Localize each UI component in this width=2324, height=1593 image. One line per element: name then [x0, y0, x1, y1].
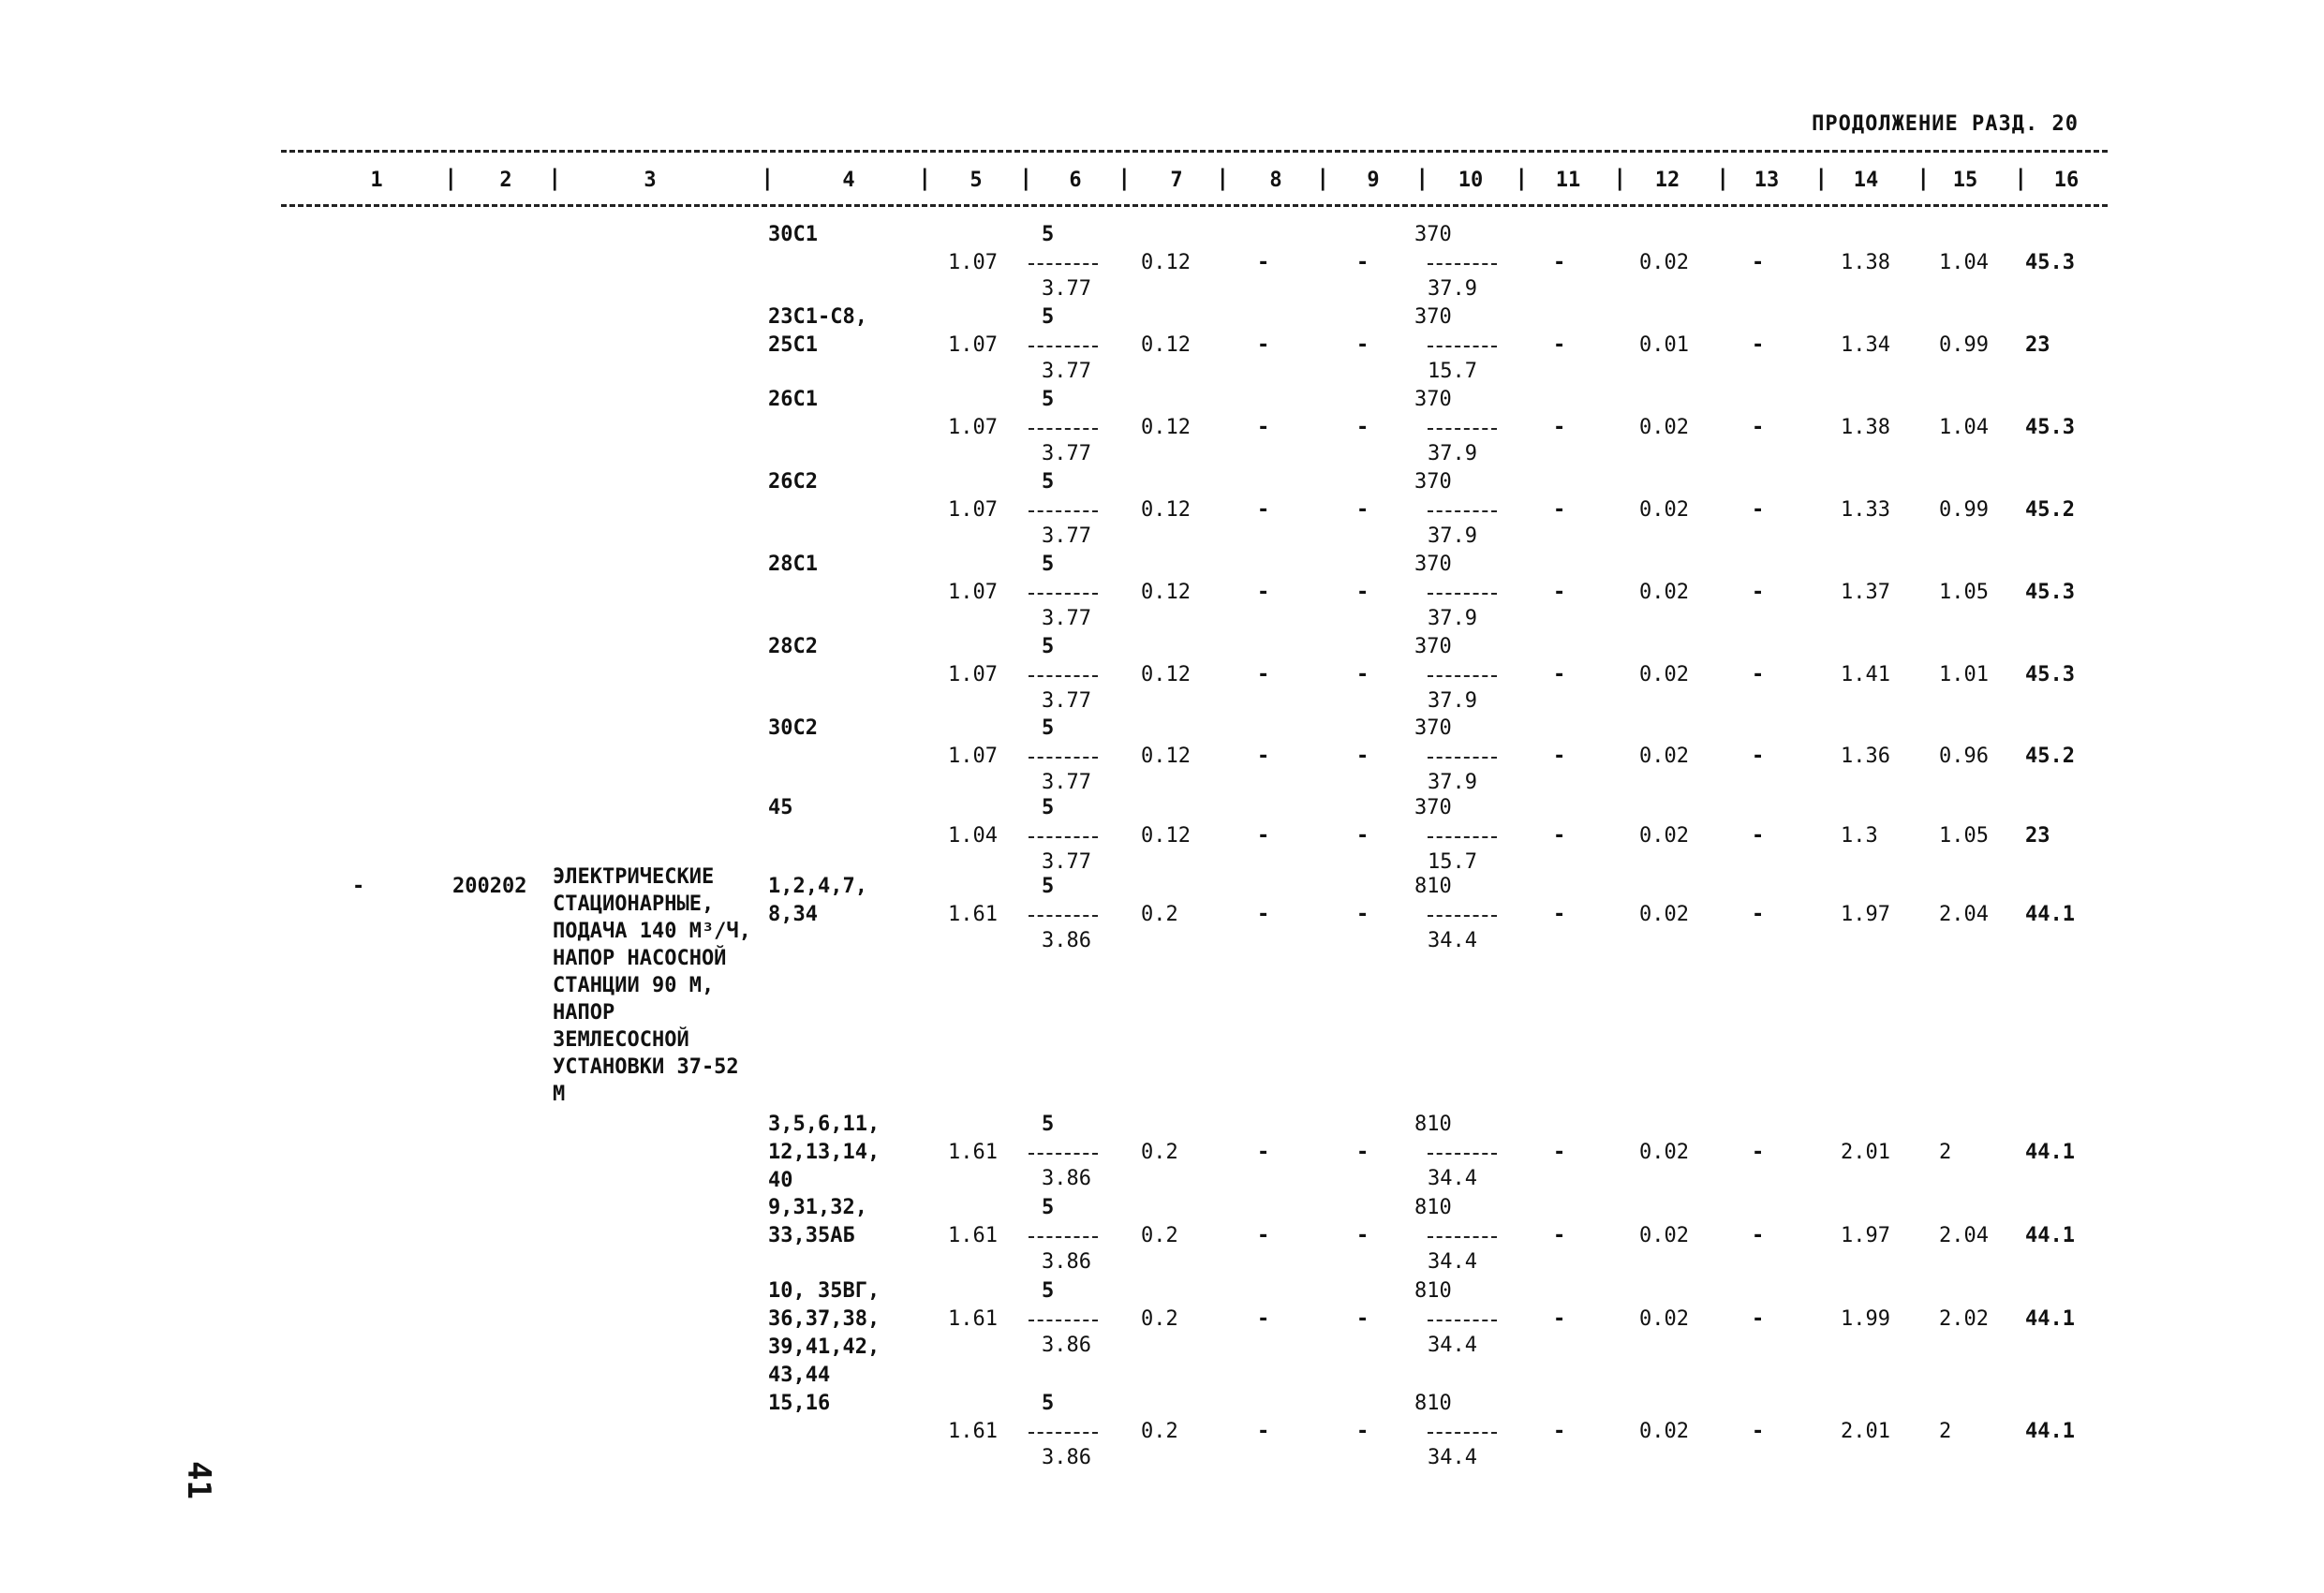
column-header-4: 4 — [842, 169, 855, 192]
row-code-line: 25С1 — [768, 333, 818, 357]
cell-col6-denominator: 3.77 — [1042, 771, 1091, 794]
cell-col6-denominator: 3.77 — [1042, 360, 1091, 383]
cell-col10-denominator: 37.9 — [1428, 442, 1477, 465]
cell-col12: 0.02 — [1639, 745, 1689, 768]
header-bottom-rule — [281, 204, 2108, 207]
column-header-1: 1 — [370, 169, 383, 192]
column-header-6: 6 — [1069, 169, 1082, 192]
cell-col15: 0.99 — [1939, 498, 1989, 522]
cell-col6-numerator: 5 — [1042, 553, 1055, 576]
cell-col12: 0.02 — [1639, 251, 1689, 274]
cell-col11: - — [1553, 824, 1566, 848]
cell-col6-denominator: 3.86 — [1042, 1334, 1091, 1357]
fraction-bar — [1029, 1432, 1098, 1434]
row-code-line: 39,41,42, — [768, 1335, 881, 1359]
column-header-10: 10 — [1458, 169, 1484, 192]
column-header-3: 3 — [644, 169, 657, 192]
cell-col16: 44.1 — [2025, 1224, 2075, 1247]
cell-col11: - — [1553, 745, 1566, 768]
cell-col13: - — [1752, 416, 1765, 439]
cell-col9: - — [1356, 251, 1369, 274]
cell-col9: - — [1356, 1420, 1369, 1443]
cell-col6-denominator: 3.77 — [1042, 442, 1091, 465]
cell-col14: 2.01 — [1841, 1141, 1890, 1164]
cell-col12: 0.02 — [1639, 1141, 1689, 1164]
cell-col16: 45.2 — [2025, 745, 2075, 768]
cell-col5: 1.04 — [948, 824, 998, 848]
row-code-line: 33,35АБ — [768, 1224, 855, 1247]
cell-col15: 1.05 — [1939, 824, 1989, 848]
cell-col13: - — [1752, 333, 1765, 357]
cell-col6-denominator: 3.77 — [1042, 524, 1091, 548]
group-description: ЭЛЕКТРИЧЕСКИЕ СТАЦИОНАРНЫЕ, ПОДАЧА 140 М³/Ч, НАПОР НАСОСНОЙ СТАНЦИИ 90 М, НАПОР ЗЕМЛЕСОСНОЙ УСТАНОВКИ 37-52 М — [553, 865, 751, 1106]
cell-col7: 0.2 — [1141, 1307, 1178, 1331]
fraction-bar — [1428, 757, 1497, 759]
cell-col15: 2 — [1939, 1141, 1952, 1164]
column-separator: | — [1716, 165, 1730, 191]
cell-col16: 44.1 — [2025, 1141, 2075, 1164]
cell-col10-numerator: 370 — [1414, 223, 1452, 246]
row-code-line: 28С1 — [768, 553, 818, 576]
cell-col6-denominator: 3.77 — [1042, 850, 1091, 874]
column-separator: | — [444, 165, 458, 191]
cell-col14: 1.3 — [1841, 824, 1878, 848]
row-code-line: 43,44 — [768, 1364, 831, 1387]
cell-col5: 1.61 — [948, 1420, 998, 1443]
page-number: 41 — [180, 1461, 217, 1499]
cell-col13: - — [1752, 1141, 1765, 1164]
cell-col11: - — [1553, 581, 1566, 604]
fraction-bar — [1029, 428, 1098, 430]
cell-col13: - — [1752, 745, 1765, 768]
fraction-bar — [1029, 915, 1098, 917]
cell-col6-numerator: 5 — [1042, 388, 1055, 411]
fraction-bar — [1428, 1432, 1497, 1434]
cell-col15: 0.99 — [1939, 333, 1989, 357]
cell-col10-numerator: 370 — [1414, 553, 1452, 576]
cell-col6-denominator: 3.86 — [1042, 929, 1091, 952]
column-header-8: 8 — [1269, 169, 1282, 192]
cell-col14: 1.97 — [1841, 1224, 1890, 1247]
column-separator: | — [1216, 165, 1230, 191]
cell-col6-numerator: 5 — [1042, 635, 1055, 658]
cell-col15: 0.96 — [1939, 745, 1989, 768]
cell-col11: - — [1553, 663, 1566, 686]
cell-col5: 1.61 — [948, 903, 998, 926]
cell-col7: 0.2 — [1141, 903, 1178, 926]
fraction-bar — [1428, 675, 1497, 677]
column-header-5: 5 — [970, 169, 983, 192]
cell-col5: 1.61 — [948, 1307, 998, 1331]
cell-col7: 0.2 — [1141, 1420, 1178, 1443]
cell-col12: 0.02 — [1639, 663, 1689, 686]
cell-col6-numerator: 5 — [1042, 470, 1055, 494]
cell-col10-denominator: 15.7 — [1428, 360, 1477, 383]
row-code-line: 30С2 — [768, 716, 818, 740]
cell-col8: - — [1257, 824, 1270, 848]
cell-col16: 23 — [2025, 333, 2050, 357]
cell-col8: - — [1257, 745, 1270, 768]
column-separator: | — [2014, 165, 2028, 191]
cell-col7: 0.2 — [1141, 1224, 1178, 1247]
cell-col12: 0.02 — [1639, 903, 1689, 926]
cell-col10-numerator: 370 — [1414, 305, 1452, 329]
cell-col5: 1.61 — [948, 1224, 998, 1247]
cell-col10-denominator: 34.4 — [1428, 1334, 1477, 1357]
column-header-2: 2 — [499, 169, 512, 192]
fraction-bar — [1029, 593, 1098, 595]
cell-col12: 0.02 — [1639, 498, 1689, 522]
fraction-bar — [1428, 1320, 1497, 1321]
column-header-15: 15 — [1952, 169, 1978, 192]
cell-col10-numerator: 810 — [1414, 1196, 1452, 1219]
cell-col6-numerator: 5 — [1042, 716, 1055, 740]
cell-col14: 1.37 — [1841, 581, 1890, 604]
cell-col12: 0.02 — [1639, 581, 1689, 604]
cell-col10-numerator: 370 — [1414, 716, 1452, 740]
cell-col10-numerator: 370 — [1414, 470, 1452, 494]
row-code-line: 3,5,6,11, — [768, 1113, 881, 1136]
cell-col11: - — [1553, 251, 1566, 274]
cell-col5: 1.07 — [948, 416, 998, 439]
cell-col10-denominator: 34.4 — [1428, 1167, 1477, 1190]
fraction-bar — [1428, 346, 1497, 347]
cell-col15: 1.01 — [1939, 663, 1989, 686]
cell-col15: 1.05 — [1939, 581, 1989, 604]
cell-col13: - — [1752, 498, 1765, 522]
cell-col5: 1.07 — [948, 333, 998, 357]
cell-col10-numerator: 370 — [1414, 388, 1452, 411]
cell-col13: - — [1752, 581, 1765, 604]
cell-col6-numerator: 5 — [1042, 223, 1055, 246]
cell-col11: - — [1553, 498, 1566, 522]
header-top-rule — [281, 150, 2108, 153]
fraction-bar — [1029, 263, 1098, 265]
cell-col15: 2.02 — [1939, 1307, 1989, 1331]
column-header-11: 11 — [1555, 169, 1581, 192]
fraction-bar — [1029, 675, 1098, 677]
cell-col10-denominator: 15.7 — [1428, 850, 1477, 874]
cell-col7: 0.12 — [1141, 824, 1191, 848]
row-code-line: 45 — [768, 796, 793, 819]
cell-col8: - — [1257, 498, 1270, 522]
cell-col11: - — [1553, 1307, 1566, 1331]
continuation-label: ПРОДОЛЖЕНИЕ РАЗД. 20 — [1812, 112, 2079, 136]
cell-col12: 0.02 — [1639, 416, 1689, 439]
cell-col9: - — [1356, 1307, 1369, 1331]
column-header-12: 12 — [1654, 169, 1680, 192]
fraction-bar — [1029, 1153, 1098, 1155]
cell-col7: 0.12 — [1141, 745, 1191, 768]
cell-col13: - — [1752, 1224, 1765, 1247]
cell-col14: 1.38 — [1841, 416, 1890, 439]
column-separator: | — [1118, 165, 1132, 191]
row-code-line: 10, 35ВГ, — [768, 1279, 881, 1303]
cell-col16: 23 — [2025, 824, 2050, 848]
row-code-line: 36,37,38, — [768, 1307, 881, 1331]
cell-col6-denominator: 3.77 — [1042, 689, 1091, 713]
cell-col8: - — [1257, 903, 1270, 926]
cell-col12: 0.02 — [1639, 1224, 1689, 1247]
cell-col14: 2.01 — [1841, 1420, 1890, 1443]
cell-col7: 0.12 — [1141, 498, 1191, 522]
cell-col14: 1.33 — [1841, 498, 1890, 522]
row-code-line: 1,2,4,7, — [768, 875, 867, 898]
cell-col8: - — [1257, 333, 1270, 357]
cell-col8: - — [1257, 1141, 1270, 1164]
cell-col10-numerator: 810 — [1414, 1113, 1452, 1136]
cell-col11: - — [1553, 903, 1566, 926]
cell-col10-numerator: 370 — [1414, 796, 1452, 819]
cell-col8: - — [1257, 251, 1270, 274]
cell-col15: 2.04 — [1939, 903, 1989, 926]
fraction-bar — [1029, 757, 1098, 759]
cell-col6-numerator: 5 — [1042, 1392, 1055, 1415]
cell-col10-numerator: 810 — [1414, 875, 1452, 898]
cell-col15: 2 — [1939, 1420, 1952, 1443]
cell-col6-numerator: 5 — [1042, 1279, 1055, 1303]
row-code-line: 15,16 — [768, 1392, 831, 1415]
column-separator: | — [761, 165, 775, 191]
fraction-bar — [1029, 346, 1098, 347]
fraction-bar — [1029, 1320, 1098, 1321]
cell-col7: 0.12 — [1141, 251, 1191, 274]
cell-col16: 45.3 — [2025, 663, 2075, 686]
cell-col9: - — [1356, 1224, 1369, 1247]
cell-col10-numerator: 810 — [1414, 1279, 1452, 1303]
cell-col10-denominator: 34.4 — [1428, 929, 1477, 952]
cell-col6-denominator: 3.86 — [1042, 1250, 1091, 1274]
cell-col8: - — [1257, 416, 1270, 439]
cell-col12: 0.02 — [1639, 1420, 1689, 1443]
cell-col8: - — [1257, 581, 1270, 604]
cell-col7: 0.12 — [1141, 333, 1191, 357]
column-header-13: 13 — [1754, 169, 1780, 192]
cell-col6-numerator: 5 — [1042, 796, 1055, 819]
cell-col9: - — [1356, 824, 1369, 848]
column-separator: | — [1316, 165, 1330, 191]
cell-col16: 44.1 — [2025, 903, 2075, 926]
cell-col15: 2.04 — [1939, 1224, 1989, 1247]
column-header-16: 16 — [2053, 169, 2080, 192]
fraction-bar — [1428, 836, 1497, 838]
column-separator: | — [1917, 165, 1931, 191]
column-separator: | — [1515, 165, 1529, 191]
cell-col10-denominator: 37.9 — [1428, 689, 1477, 713]
cell-col12: 0.01 — [1639, 333, 1689, 357]
column-separator: | — [1814, 165, 1828, 191]
row-code-line: 9,31,32, — [768, 1196, 867, 1219]
fraction-bar — [1428, 263, 1497, 265]
cell-col9: - — [1356, 903, 1369, 926]
cell-col11: - — [1553, 1224, 1566, 1247]
cell-col9: - — [1356, 498, 1369, 522]
column-separator: | — [1019, 165, 1033, 191]
cell-col6-denominator: 3.86 — [1042, 1167, 1091, 1190]
cell-col6-numerator: 5 — [1042, 875, 1055, 898]
cell-col5: 1.07 — [948, 581, 998, 604]
cell-col6-denominator: 3.77 — [1042, 607, 1091, 630]
cell-col10-denominator: 37.9 — [1428, 277, 1477, 301]
cell-col13: - — [1752, 903, 1765, 926]
fraction-bar — [1428, 1153, 1497, 1155]
cell-col11: - — [1553, 416, 1566, 439]
row-code-line: 23С1-С8, — [768, 305, 867, 329]
cell-col16: 45.2 — [2025, 498, 2075, 522]
cell-col9: - — [1356, 745, 1369, 768]
row-code-line: 12,13,14, — [768, 1141, 881, 1164]
cell-col12: 0.02 — [1639, 824, 1689, 848]
column-separator: | — [1613, 165, 1627, 191]
fraction-bar — [1428, 593, 1497, 595]
fraction-bar — [1029, 836, 1098, 838]
cell-col14: 1.99 — [1841, 1307, 1890, 1331]
cell-col9: - — [1356, 333, 1369, 357]
cell-col10-denominator: 37.9 — [1428, 607, 1477, 630]
cell-col6-numerator: 5 — [1042, 1196, 1055, 1219]
group-code: 200202 — [452, 875, 527, 898]
column-header-14: 14 — [1853, 169, 1879, 192]
cell-col13: - — [1752, 824, 1765, 848]
row-code-line: 26С1 — [768, 388, 818, 411]
cell-col5: 1.07 — [948, 745, 998, 768]
cell-col16: 45.3 — [2025, 251, 2075, 274]
cell-col9: - — [1356, 1141, 1369, 1164]
cell-col8: - — [1257, 1307, 1270, 1331]
column-separator: | — [918, 165, 932, 191]
cell-col6-numerator: 5 — [1042, 1113, 1055, 1136]
column-separator: | — [1415, 165, 1429, 191]
cell-col6-denominator: 3.77 — [1042, 277, 1091, 301]
cell-col14: 1.36 — [1841, 745, 1890, 768]
row-code-line: 26С2 — [768, 470, 818, 494]
cell-col7: 0.2 — [1141, 1141, 1178, 1164]
cell-col14: 1.41 — [1841, 663, 1890, 686]
cell-col13: - — [1752, 1307, 1765, 1331]
cell-col16: 45.3 — [2025, 581, 2075, 604]
cell-col16: 45.3 — [2025, 416, 2075, 439]
cell-col10-numerator: 810 — [1414, 1392, 1452, 1415]
cell-col14: 1.38 — [1841, 251, 1890, 274]
cell-col14: 1.97 — [1841, 903, 1890, 926]
cell-col6-denominator: 3.86 — [1042, 1446, 1091, 1469]
cell-col14: 1.34 — [1841, 333, 1890, 357]
fraction-bar — [1029, 510, 1098, 512]
column-separator: | — [548, 165, 562, 191]
cell-col10-denominator: 34.4 — [1428, 1446, 1477, 1469]
cell-col5: 1.61 — [948, 1141, 998, 1164]
cell-col8: - — [1257, 1224, 1270, 1247]
cell-col6-numerator: 5 — [1042, 305, 1055, 329]
cell-col11: - — [1553, 1141, 1566, 1164]
cell-col5: 1.07 — [948, 498, 998, 522]
fraction-bar — [1428, 428, 1497, 430]
cell-col5: 1.07 — [948, 663, 998, 686]
cell-col13: - — [1752, 1420, 1765, 1443]
cell-col9: - — [1356, 416, 1369, 439]
column-header-9: 9 — [1367, 169, 1380, 192]
cell-col16: 44.1 — [2025, 1307, 2075, 1331]
fraction-bar — [1428, 915, 1497, 917]
cell-col12: 0.02 — [1639, 1307, 1689, 1331]
cell-col8: - — [1257, 663, 1270, 686]
cell-col16: 44.1 — [2025, 1420, 2075, 1443]
cell-col10-numerator: 370 — [1414, 635, 1452, 658]
fraction-bar — [1029, 1236, 1098, 1238]
row-code-line: 30С1 — [768, 223, 818, 246]
cell-col11: - — [1553, 333, 1566, 357]
cell-col8: - — [1257, 1420, 1270, 1443]
cell-col15: 1.04 — [1939, 251, 1989, 274]
cell-col10-denominator: 37.9 — [1428, 771, 1477, 794]
cell-col9: - — [1356, 581, 1369, 604]
cell-col10-denominator: 37.9 — [1428, 524, 1477, 548]
fraction-bar — [1428, 1236, 1497, 1238]
cell-col15: 1.04 — [1939, 416, 1989, 439]
cell-col7: 0.12 — [1141, 416, 1191, 439]
cell-col11: - — [1553, 1420, 1566, 1443]
cell-col9: - — [1356, 663, 1369, 686]
cell-col10-denominator: 34.4 — [1428, 1250, 1477, 1274]
cell-col13: - — [1752, 663, 1765, 686]
row-code-line: 40 — [768, 1169, 793, 1192]
cell-col7: 0.12 — [1141, 663, 1191, 686]
cell-col13: - — [1752, 251, 1765, 274]
cell-col7: 0.12 — [1141, 581, 1191, 604]
cell-col5: 1.07 — [948, 251, 998, 274]
fraction-bar — [1428, 510, 1497, 512]
row-code-line: 8,34 — [768, 903, 818, 926]
column-header-7: 7 — [1170, 169, 1183, 192]
row-code-line: 28С2 — [768, 635, 818, 658]
group-col1: - — [352, 875, 365, 898]
